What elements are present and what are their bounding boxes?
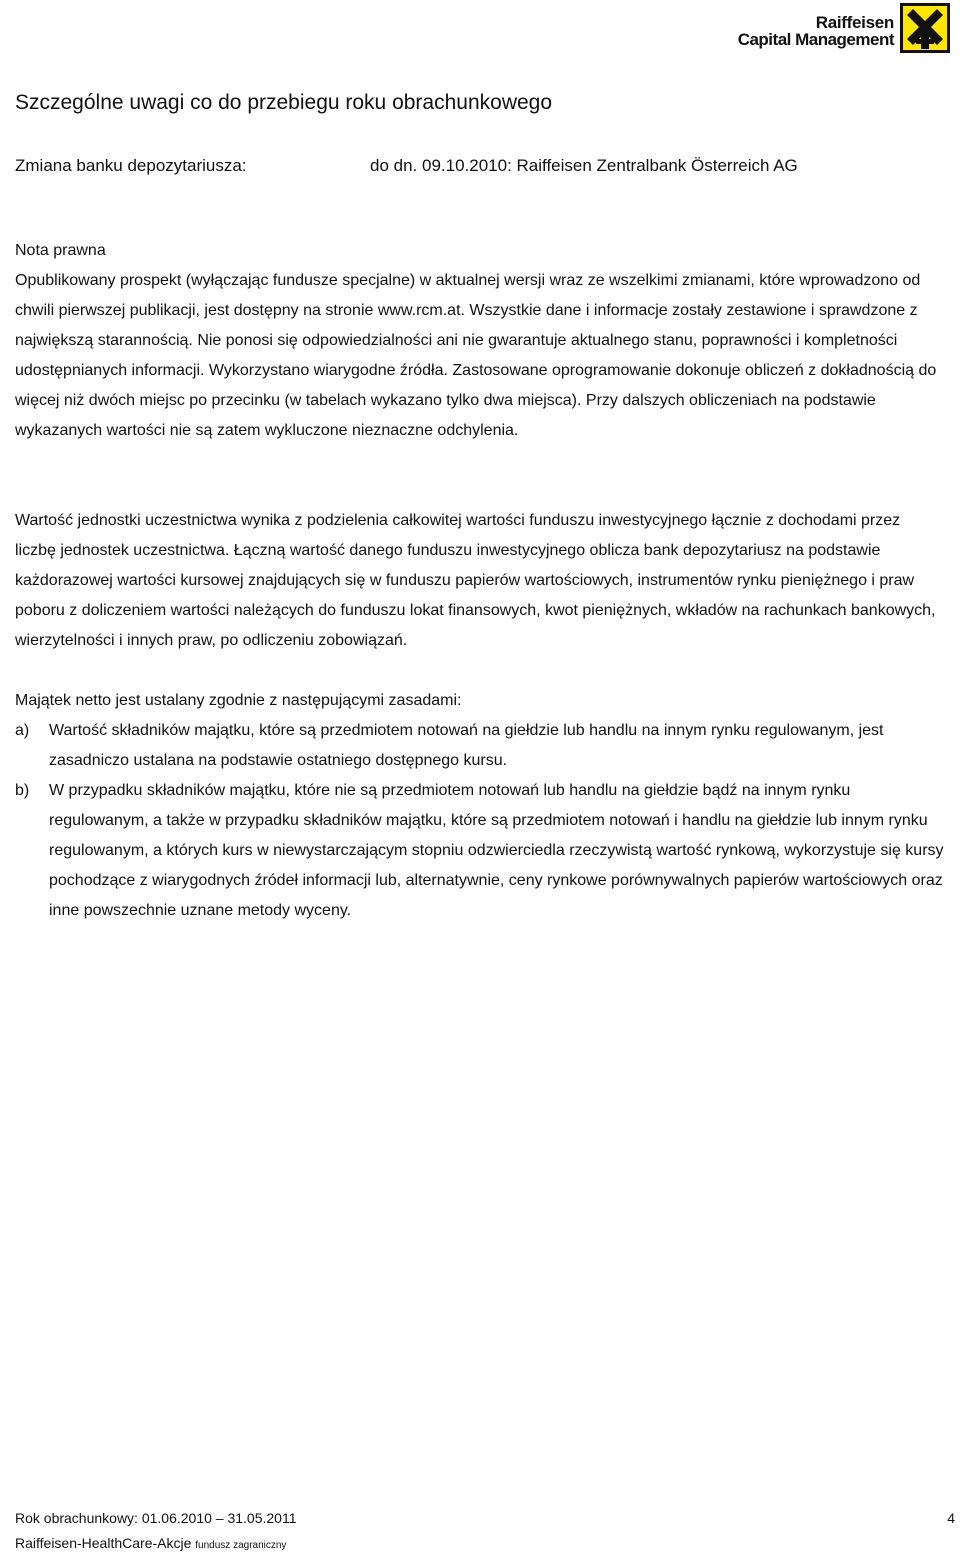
net-assets-section [15, 686, 945, 926]
depositary-change [15, 156, 798, 176]
list-marker: a) [15, 722, 30, 739]
logo-line-2: Capital Management [737, 30, 894, 49]
logo-line-1: Raiffeisen [815, 13, 894, 32]
fiscal-year-period: Rok obrachunkowy: 01.06.2010 – 31.05.2011 [15, 1510, 297, 1526]
fund-type: fundusz zagraniczny [195, 1540, 287, 1551]
footer-fund-line [15, 1535, 955, 1551]
legal-note-paragraph: Opublikowany prospekt (wyłączając fundusze specjalne) w aktualnej wersji wraz ze wszelkimi zmianami, które wprowadzono od chwili pierwszej publikacji, jest dostępny na stronie www.rcm.at. Wszystkie dane i informacje zostały zestawione i sprawdzone z największą starannością. Nie ponosi się odpowiedzialności ani nie gwarantuje aktualnego stanu, poprawności i kompletności udostępnianych informacji. Wykorzystano wiarygodne źródła. Zastosowane oprogramowanie dokonuje obliczeń z dokładnością do więcej niż dwóch miejsc po przecinku (w tabelach wykazano tylko dwa miejsca). Przy dalszych obliczeniach na podstawie wykazanych wartości nie są zatem wykluczone nieznaczne odchylenia. [15, 272, 937, 439]
net-assets-item-b [15, 776, 945, 926]
unit-value-section [15, 506, 945, 656]
unit-value-paragraph: Wartość jednostki uczestnictwa wynika z podzielenia całkowitej wartości funduszu inwestycyjnego łącznie z dochodami przez liczbę jednostek uczestnictwa. Łączną wartość danego funduszu inwestycyjnego oblicza bank depozytariusz na podstawie każdorazowej wartości kursowej znajdujących się w funduszu papierów wartościowych, instrumentów rynku pieniężnego i praw poboru z doliczeniem wartości należących do funduszu lokat finansowych, kwot pieniężnych, wkładów na rachunkach bankowych, wierzytelności i innych praw, po odliczeniu zobowiązań. [15, 512, 936, 649]
legal-note-heading: Nota prawna [15, 242, 106, 259]
footer-period-line [15, 1510, 955, 1526]
company-logo [738, 0, 950, 60]
fund-name: Raiffeisen-HealthCare-Akcje [15, 1535, 192, 1551]
page-title: Szczególne uwagi co do przebiegu roku obrachunkowego [15, 91, 553, 114]
page-number: 4 [947, 1510, 955, 1526]
list-marker: b) [15, 782, 30, 799]
logo-wordmark [738, 14, 894, 48]
raiffeisen-logo-icon [900, 3, 950, 53]
depositary-change-label: Zmiana banku depozytariusza: [15, 156, 247, 175]
list-item-text: Wartość składników majątku, które są przedmiotem notowań na giełdzie lub handlu na innym rynku regulowanym, jest zasadniczo ustalana na podstawie ostatniego dostępnego kursu. [49, 722, 884, 769]
depositary-change-value: do dn. 09.10.2010: Raiffeisen Zentralbank Österreich AG [370, 156, 798, 175]
net-assets-intro: Majątek netto jest ustalany zgodnie z następującymi zasadami: [15, 692, 462, 709]
legal-note-section [15, 236, 945, 446]
net-assets-item-a [15, 716, 945, 776]
list-item-text: W przypadku składników majątku, które nie są przedmiotem notowań lub handlu na giełdzie bądź na innym rynku regulowanym, a także w przypadku składników majątku, które są przedmiotem notowań i handlu na giełdzie lub innym rynku regulowanym, a których kurs w niewystarczającym stopniu odzwierciedla rzeczywistą wartość rynkową, wykorzystuje się kursy pochodzące z wiarygodnych źródeł informacji lub, alternatywnie, ceny rynkowe porównywalnych papierów wartościowych oraz inne powszechnie uznane metody wyceny. [49, 782, 944, 919]
